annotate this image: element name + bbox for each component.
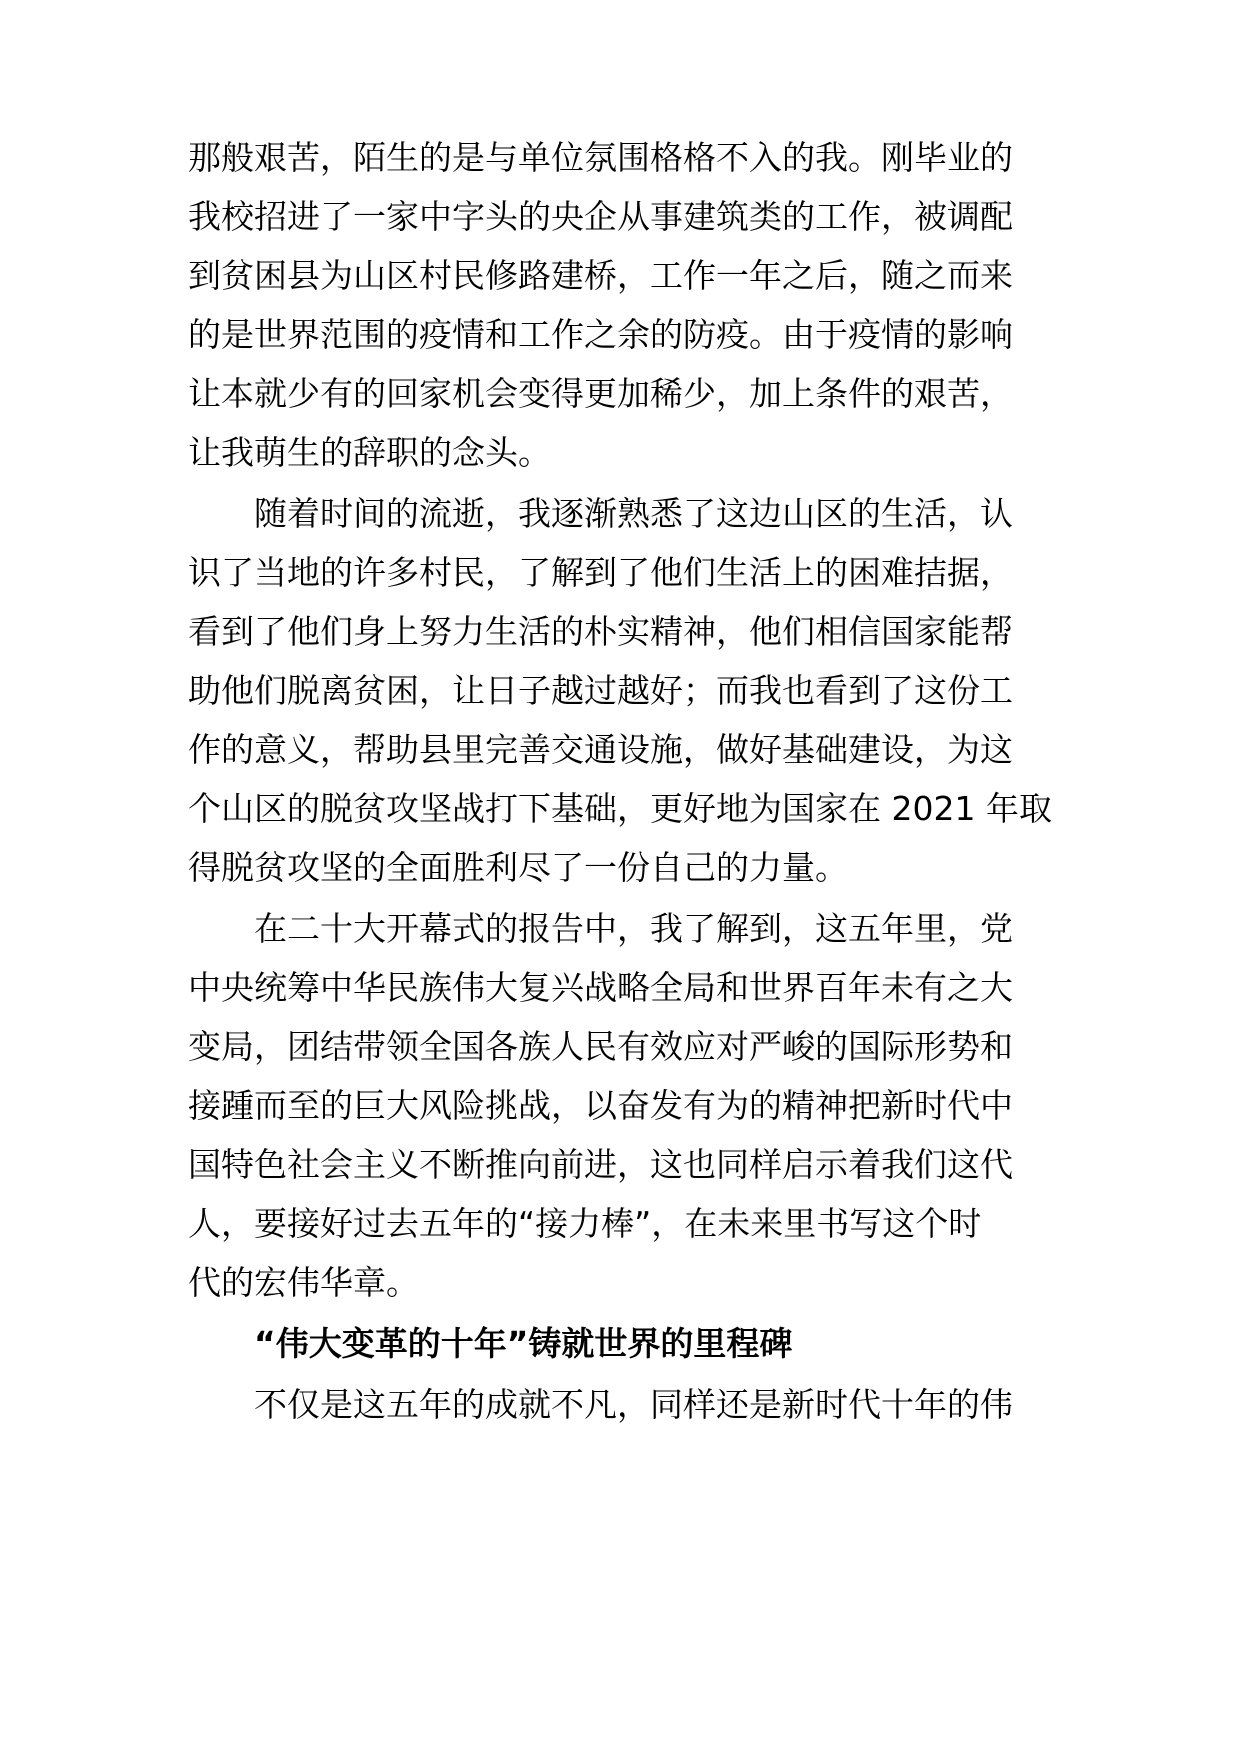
paragraph-line: 变局，团结带领全国各族人民有效应对严峻的国际形势和 [188,1027,1013,1066]
paragraph-line: 那般艰苦，陌生的是与单位氛围格格不入的我。刚毕业的 [188,138,1013,177]
paragraph-line: 作的意义，帮助县里完善交通设施，做好基础建设，为这 [188,730,1013,769]
paragraph-line: 得脱贫攻坚的全面胜利尽了一份自己的力量。 [188,848,848,887]
paragraph-line: 中央统筹中华民族伟大复兴战略全局和世界百年未有之大 [188,968,1013,1007]
paragraph-line: 个山区的脱贫攻坚战打下基础，更好地为国家在 2021 年取 [188,789,1052,828]
paragraph-line: 的是世界范围的疫情和工作之余的防疫。由于疫情的影响 [188,315,1013,354]
paragraph-line: 接踵而至的巨大风险挑战，以奋发有为的精神把新时代中 [188,1086,1013,1125]
paragraph-line: 我校招进了一家中字头的央企从事建筑类的工作，被调配 [188,197,1013,236]
paragraph-line: 不仅是这五年的成就不凡，同样还是新时代十年的伟 [254,1385,1013,1424]
paragraph-line: 国特色社会主义不断推向前进，这也同样启示着我们这代 [188,1145,1013,1184]
section-heading: “伟大变革的十年”铸就世界的里程碑 [254,1324,793,1363]
paragraph-line: 识了当地的许多村民，了解到了他们生活上的困难拮据， [188,553,1013,592]
paragraph-line: 代的宏伟华章。 [188,1263,419,1302]
paragraph-line: 让本就少有的回家机会变得更加稀少，加上条件的艰苦， [188,374,1013,413]
paragraph-line: 随着时间的流逝，我逐渐熟悉了这边山区的生活，认 [254,494,1013,533]
paragraph-line: 看到了他们身上努力生活的朴实精神，他们相信国家能帮 [188,612,1013,651]
paragraph-line: 人，要接好过去五年的“接力棒”，在未来里书写这个时 [188,1204,982,1243]
paragraph-line: 让我萌生的辞职的念头。 [188,433,551,472]
paragraph-line: 到贫困县为山区村民修路建桥，工作一年之后，随之而来 [188,256,1013,295]
paragraph-line: 在二十大开幕式的报告中，我了解到，这五年里，党 [254,909,1013,948]
paragraph-line: 助他们脱离贫困，让日子越过越好；而我也看到了这份工 [188,671,1013,710]
